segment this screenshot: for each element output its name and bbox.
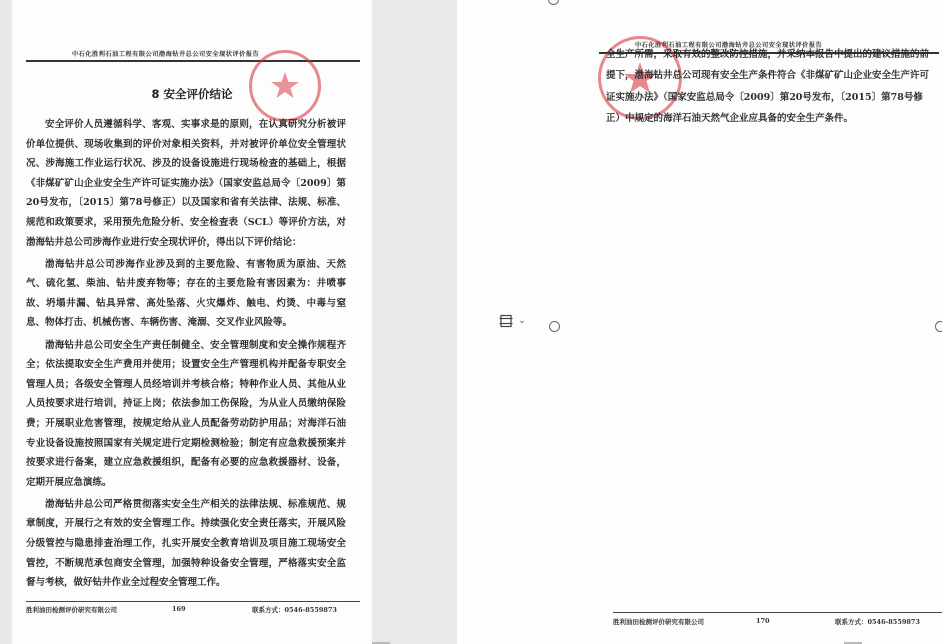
page-number: 169: [172, 605, 186, 613]
document-page-170: [573, 0, 942, 644]
document-page-169: [12, 0, 372, 644]
footer-contact: 联系方式：0546-8559873: [252, 606, 337, 614]
resize-handle-left[interactable]: [549, 321, 560, 332]
layout-toolbar[interactable]: [497, 311, 537, 331]
page-header: 中石化胜利石油工程有限公司渤海钻井总公司安全现状评价报告: [72, 51, 260, 58]
paragraph-practice: 渤海钻井总公司严格贯彻落实安全生产相关的法律法规、标准规范、规章制度，开展行之有效的安全管理工作。持续强化安全责任落实，开展风险分级管控与隐患排查治理工作，扎实开展安全教育培训及项目施工现场安全管控，不断规范承包商安全管理，加强特种设备安全管理，严格落实安全监督与考核，做好钻井作业全过程安全管理工作。: [26, 498, 346, 589]
paragraph-management: 渤海钻井总公司安全生产责任制健全、安全管理制度和安全操作规程齐全；依法提取安全生产费用并使用；设置安全生产管理机构并配备专职安全管理人员；各级安全管理人员经培训并考核合格；特种作业人员、其他从业人员按要求进行培训，持证上岗；依法参加工伤保险，为从业人员缴纳保险费；开展职业危害管理，按规定给从业人员配备劳动防护用品；对海洋石油专业设备设施按照国家有关规定进行定期检测检验；制定有应急救援预案并按要求进行备案，建立应急救援组织，配备有必要的应急救援器材、设备，定期开展应急演练。: [26, 339, 346, 488]
page-number: 170: [756, 617, 770, 625]
footer-company: 胜利油田检测评价研究有限公司: [26, 606, 117, 614]
canvas-gap: [372, 0, 457, 644]
footer-contact: 联系方式：0546-8559873: [835, 618, 920, 626]
footer-company: 胜利油田检测评价研究有限公司: [613, 618, 704, 626]
conclusion-paragraph: 全生产所需，采取有效的整改防控措施，并采纳本报告中提出的建议措施的前提下，渤海钻井总公司现有安全生产条件符合《非煤矿矿山企业安全生产许可证实施办法》（国家安监总局令〔2009〕第20号发布，〔2015〕第78号修正）中规定的海洋石油天然气企业应具备的安全生产条件。: [606, 49, 930, 125]
page-layout-icon[interactable]: [497, 312, 515, 330]
chevron-down-icon[interactable]: ⌄: [518, 316, 526, 326]
resize-handle-right[interactable]: [935, 321, 942, 332]
footer-rule: [613, 612, 942, 613]
section-title: 8 安全评价结论: [151, 87, 233, 101]
section-body: [26, 115, 346, 595]
page-header: 中石化胜利石油工程有限公司渤海钻井总公司安全现状评价报告: [635, 42, 823, 49]
paragraph-intro: 安全评价人员遵循科学、客观、实事求是的原则，在认真研究分析被评价单位提供、现场收集到的评价对象相关资料，并对被评价单位安全管理状况、涉海施工作业运行状况、涉及的设备设施进行现场检查的基础上，根据《非煤矿矿山企业安全生产许可证实施办法》（国家安监总局令〔2009〕第20号发布，〔2015〕第78号修正）以及国家和省有关法律、法规、标准、规范和政策要求，采用预先危险分析、安全检查表（SCL）等评价方法，对渤海钻井总公司涉海作业进行安全现状评价，得出以下评价结论：: [26, 119, 346, 248]
footer-rule: [26, 601, 360, 602]
paragraph-hazards: 渤海钻井总公司涉海作业涉及到的主要危险、有害物质为原油、天然气、硫化氢、柴油、钻井废弃物等；存在的主要危险有害因素为：井喷事故、坍塌井漏、钻具异常、高处坠落、火灾爆炸、触电、灼烫、中毒与窒息、物体打击、机械伤害、车辆伤害、淹溺、交叉作业风险等。: [26, 258, 346, 329]
